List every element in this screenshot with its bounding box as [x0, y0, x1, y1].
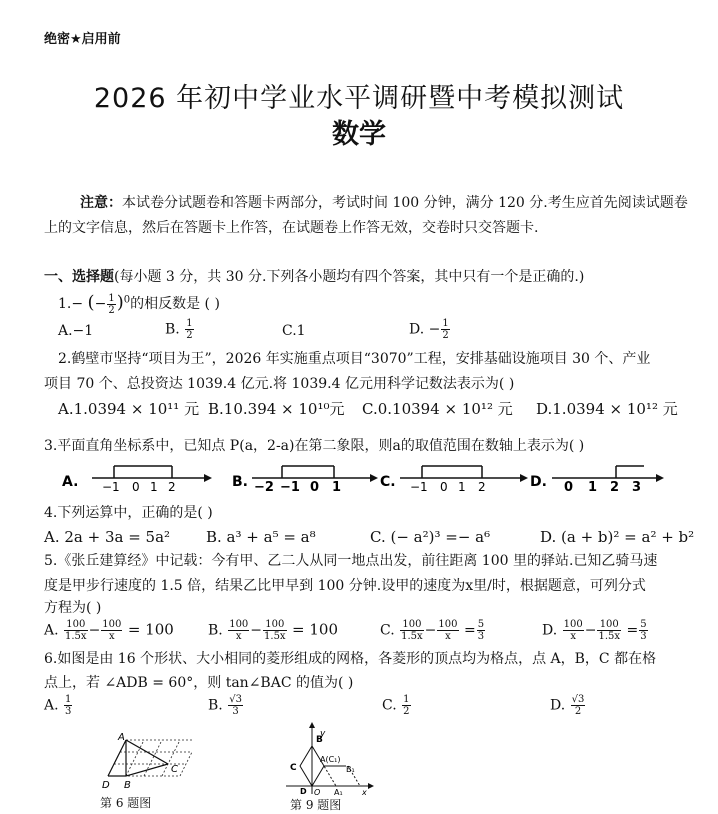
q5-a-label: A. [44, 622, 59, 639]
q6-option-a [44, 694, 73, 717]
q6-d-den: 2 [574, 706, 582, 717]
q3-b-tick-2: −1 [280, 480, 300, 495]
q5-d-label: D. [542, 622, 558, 639]
q1-option-d-label: D. − [409, 321, 441, 338]
q5-a-f2-num: 100 [102, 619, 122, 630]
q6-d-num: √3 [571, 694, 585, 705]
figure-9-caption: 第 9 题图 [290, 798, 342, 812]
q5-c-f2-num: 100 [438, 619, 458, 630]
q3-b-tick-3: 0 [310, 480, 320, 495]
q5-c-f1-num: 100 [400, 619, 424, 631]
q5-b-f2-num: 100 [263, 619, 287, 631]
q2-line-1: 2.鹤壁市坚持“项目为王”，2026 年实施重点项目“3070”工程，安排基础设施项目 30 个、产业 [58, 351, 651, 367]
question-1 [58, 292, 220, 316]
fig9-label-y: y [320, 729, 326, 739]
q3-d-tick-4: 3 [632, 480, 642, 495]
q2-option-b: B.10.394 × 10¹⁰元 [208, 400, 345, 418]
q5-d-rhs-num: 5 [640, 619, 647, 630]
q3-a-tick-3: 1 [150, 480, 158, 494]
figure-6-caption: 第 6 题图 [100, 796, 152, 810]
section-1-header [44, 266, 584, 286]
q5-a-f1-den: 1.5x [65, 631, 87, 642]
q4-stem: 4.下列运算中，正确的是( ) [44, 505, 213, 521]
q5-a-minus: − [88, 622, 101, 639]
section-1-heading: 一、选择题 [44, 269, 114, 285]
q3-a-tick-1: −1 [102, 480, 120, 494]
q5-line-3: 方程为( ) [44, 600, 102, 616]
exam-subject: 数学 [332, 119, 386, 150]
q2-option-c: C.0.10394 × 10¹² 元 [362, 400, 513, 418]
q1-option-c: C.1 [282, 323, 306, 339]
q6-c-label: C. [382, 697, 397, 714]
q5-c-minus: − [424, 622, 437, 639]
q6-a-den: 3 [65, 706, 72, 717]
notice-label: 注意： [80, 195, 122, 211]
q3-option-b-label: B. [232, 474, 248, 490]
figure-9-coordinate-diagram [276, 722, 376, 796]
fig9-label-d: D [300, 787, 307, 796]
fig6-label-b: B [124, 780, 131, 791]
figure-6-rhombus-grid [96, 726, 196, 798]
q1-option-b: B. $\frac{1}{2}$ [165, 318, 193, 341]
confidential-label: 绝密★启用前 [44, 32, 121, 47]
q4-option-a: A. 2a + 3a = 5a² [44, 528, 171, 546]
q5-a-f1-num: 100 [64, 619, 88, 631]
q5-c-f1-den: 1.5x [401, 631, 423, 642]
q3-a-tick-2: 0 [132, 480, 140, 494]
fig9-label-a-c1: A(C₁) [320, 755, 341, 764]
q5-d-f2-num: 100 [597, 619, 621, 631]
q4-option-c: C. (− a²)³ =− a⁶ [370, 528, 491, 546]
q3-number-lines [44, 458, 684, 496]
q6-b-label: B. [208, 697, 223, 714]
q5-c-rhs-num: 5 [477, 619, 485, 630]
fig6-label-c: C [171, 764, 178, 775]
q5-option-b [208, 619, 338, 642]
q3-d-tick-1: 0 [564, 480, 574, 495]
fig9-label-b: B [316, 735, 323, 745]
q1-stem-tail: 的相反数是 ( ) [130, 296, 220, 312]
q1-expression: 1.− (− $\frac{1}{2}$ )$^0$ [58, 292, 131, 316]
q6-a-num: 1 [65, 694, 72, 705]
q3-stem: 3.平面直角坐标系中，已知点 P(a，2-a)在第二象限，则a的取值范围在数轴上表示为( ) [44, 438, 585, 454]
q6-d-label: D. [550, 697, 566, 714]
q3-c-tick-2: 0 [440, 480, 448, 494]
q4-option-b: B. a³ + a⁵ = a⁸ [206, 528, 316, 546]
q5-d-f1-den: x [570, 631, 576, 642]
q2-option-d: D.1.0394 × 10¹² 元 [536, 400, 678, 418]
fig9-label-o: O [314, 788, 321, 796]
q2-line-2: 项目 70 个、总投资达 1039.4 亿元.将 1039.4 亿元用科学记数法表示为( ) [44, 376, 515, 392]
q6-b-num: √3 [229, 694, 242, 705]
q5-b-rhs: = 100 [292, 620, 338, 639]
q5-option-a [44, 619, 174, 642]
q5-line-2: 度是甲步行速度的 1.5 倍，结果乙比甲早到 100 分钟.设甲的速度为x里/时，根据题意，可列分式 [44, 578, 646, 594]
q4-option-d: D. (a + b)² = a² + b² [540, 528, 695, 546]
q1-option-a: A.−1 [58, 323, 94, 339]
q3-option-d-label: D. [530, 474, 547, 490]
q6-option-d [550, 694, 586, 717]
q3-c-tick-3: 1 [458, 480, 466, 494]
q5-c-eq: = [463, 622, 476, 639]
q3-b-tick-1: −2 [254, 480, 274, 495]
q5-b-f1-den: x [235, 631, 242, 642]
q6-c-den: 2 [403, 706, 410, 717]
q3-option-d-number-line [530, 466, 664, 495]
q3-b-tick-4: 1 [332, 480, 342, 495]
q3-option-a-number-line [62, 466, 212, 494]
q3-d-tick-3: 2 [610, 480, 620, 495]
q3-option-c-label: C. [380, 474, 396, 490]
fig9-label-x: x [362, 788, 367, 796]
fig6-label-a: A [118, 732, 125, 743]
q5-option-c [380, 619, 486, 642]
q5-c-f2-den: x [445, 631, 451, 642]
q6-line-1: 6.如图是由 16 个形状、大小相同的菱形组成的网格，各菱形的顶点均为格点，点 A，B，C 都在格 [44, 651, 657, 667]
q5-c-rhs-den: 3 [477, 631, 485, 642]
q3-c-tick-4: 2 [478, 480, 486, 494]
q6-line-2: 点上，若 ∠ADB = 60°，则 tan∠BAC 的值为( ) [44, 675, 354, 691]
q5-d-f1-num: 100 [563, 619, 583, 630]
q5-c-label: C. [380, 622, 395, 639]
q3-d-tick-2: 1 [588, 480, 598, 495]
fig9-label-c: C [290, 763, 297, 773]
q3-option-a-label: A. [62, 474, 79, 490]
q3-c-tick-1: −1 [410, 480, 428, 494]
q5-d-minus: − [584, 622, 597, 639]
notice-text: 本试卷分试题卷和答题卡两部分，考试时间 100 分钟，满分 120 分.考生应首先阅读试题卷上的文字信息，然后在答题卡上作答，在试题卷上作答无效，交卷时只交答题卡. [44, 195, 688, 236]
q6-option-b [208, 694, 244, 717]
q5-a-rhs: = 100 [127, 620, 174, 639]
q6-b-den: 3 [232, 706, 239, 717]
q6-option-c [382, 694, 412, 717]
q6-a-label: A. [44, 697, 59, 714]
q5-a-f2-den: x [109, 631, 115, 642]
q1-option-d: D. − $\frac{1}{2}$ [409, 318, 449, 341]
q2-option-a: A.1.0394 × 10¹¹ 元 [58, 400, 200, 418]
q5-option-d [542, 619, 649, 642]
fig6-label-d: D [102, 780, 110, 791]
exam-title: 2026 年初中学业水平调研暨中考模拟测试 [93, 83, 625, 114]
fig9-label-b1: B₁ [346, 765, 355, 774]
q5-b-f2-den: 1.5x [264, 631, 286, 642]
q5-b-f1-num: 100 [229, 619, 249, 630]
q5-b-minus: − [250, 622, 263, 639]
notice [44, 191, 694, 241]
section-1-rule: (每小题 3 分，共 30 分.下列各小题均有四个答案，其中只有一个是正确的.) [114, 269, 585, 285]
q3-a-tick-4: 2 [168, 480, 176, 494]
fig9-label-a1: A₁ [334, 788, 343, 796]
q5-d-f2-den: 1.5x [598, 631, 621, 642]
q3-option-c-number-line [380, 466, 528, 494]
q5-b-label: B. [208, 622, 223, 639]
q6-c-num: 1 [403, 694, 410, 705]
q5-line-1: 5.《张丘建算经》中记载：今有甲、乙二人从同一地点出发，前往距离 100 里的驿站.已知乙骑马速 [44, 553, 658, 569]
q5-d-eq: = [626, 622, 639, 639]
q1-option-b-label: B. [165, 321, 180, 338]
q3-option-b-number-line [232, 466, 378, 495]
q5-d-rhs-den: 3 [640, 631, 647, 642]
